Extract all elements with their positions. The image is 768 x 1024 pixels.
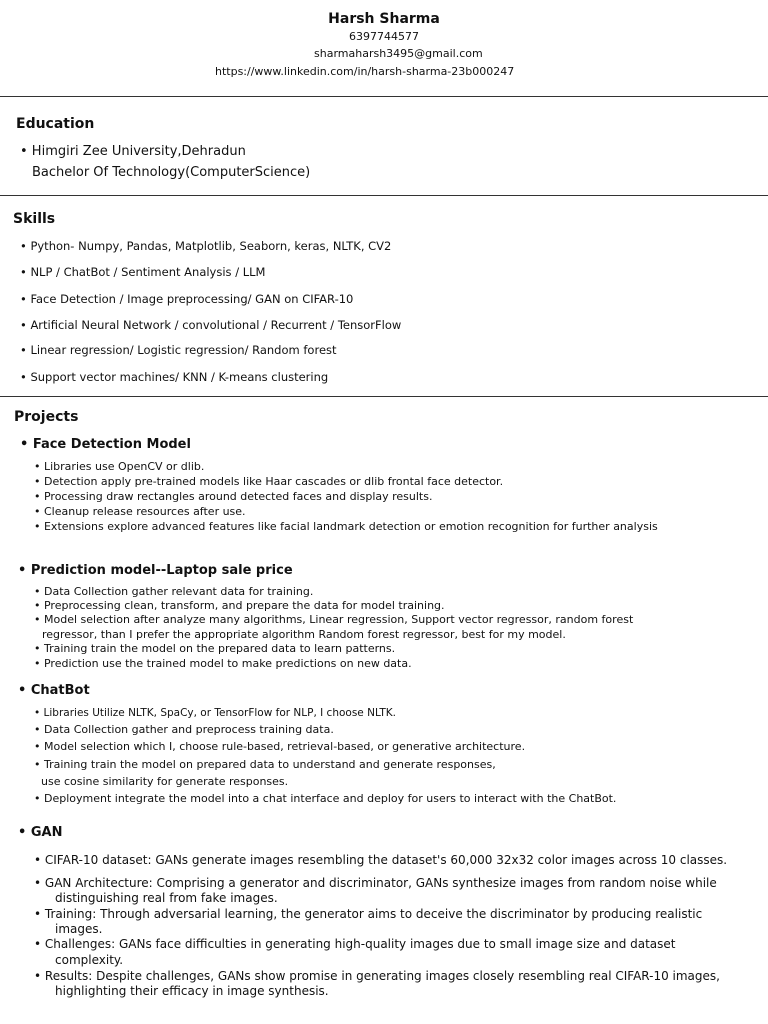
skills-heading: Skills — [13, 211, 56, 227]
project-detail-line: complexity. — [55, 953, 124, 967]
project-detail-line: • Training train the model on the prepared data to learn patterns. — [34, 642, 396, 655]
project-detail-line: distinguishing real from fake images. — [55, 891, 278, 905]
project-detail-line: • Extensions explore advanced features like facial landmark detection or emotion recognition for further analysis — [34, 520, 658, 533]
project-detail-line: • Prediction use the trained model to make predictions on new data. — [34, 657, 412, 670]
project-detail-line: • Training train the model on prepared data to understand and generate responses, — [34, 758, 496, 771]
divider-header — [0, 96, 768, 97]
project-detail-line: • CIFAR-10 dataset: GANs generate images resembling the dataset's 60,000 32x32 color images across 10 classes. — [34, 853, 728, 867]
skill-item: • Face Detection / Image preprocessing/ GAN on CIFAR-10 — [20, 292, 354, 306]
project-detail-line: • Processing draw rectangles around detected faces and display results. — [34, 490, 433, 503]
skill-item: • Linear regression/ Logistic regression/ Random forest — [20, 343, 337, 357]
project-chatbot-title: • ChatBot — [18, 683, 90, 698]
project-detail-line: regressor, than I prefer the appropriate algorithm Random forest regressor, best for my model. — [42, 628, 566, 641]
skill-item: • NLP / ChatBot / Sentiment Analysis / LLM — [20, 265, 266, 279]
skill-item: • Python- Numpy, Pandas, Matplotlib, Seaborn, keras, NLTK, CV2 — [20, 239, 392, 253]
project-detail-line: • Preprocessing clean, transform, and prepare the data for model training. — [34, 599, 445, 612]
email-address: sharmaharsh3495@gmail.com — [314, 47, 483, 60]
linkedin-url: https://www.linkedin.com/in/harsh-sharma-23b000247 — [215, 65, 515, 78]
education-heading: Education — [16, 116, 95, 132]
project-laptop-price-title: • Prediction model--Laptop sale price — [18, 563, 293, 578]
project-detail-line: • Results: Despite challenges, GANs show promise in generating images closely resembling real CIFAR-10 images, — [34, 969, 720, 983]
project-detail-line: • Training: Through adversarial learning, the generator aims to deceive the discriminator by producing realistic — [34, 907, 703, 921]
candidate-name: Harsh Sharma — [328, 11, 440, 27]
divider-education — [0, 195, 768, 196]
skill-item: • Artificial Neural Network / convolutional / Recurrent / TensorFlow — [20, 318, 402, 332]
divider-skills — [0, 396, 768, 397]
project-detail-line: highlighting their efficacy in image synthesis. — [55, 984, 329, 998]
project-face-detection-title: • Face Detection Model — [20, 437, 191, 452]
project-detail-line: • Cleanup release resources after use. — [34, 505, 246, 518]
project-detail-line: • Model selection which I, choose rule-based, retrieval-based, or generative architecture. — [34, 740, 526, 753]
project-gan-title: • GAN — [18, 825, 63, 840]
skill-item: • Support vector machines/ KNN / K-means clustering — [20, 370, 329, 384]
project-detail-line: • Model selection after analyze many algorithms, Linear regression, Support vector regressor, random forest — [34, 613, 634, 626]
project-detail-line: use cosine similarity for generate responses. — [41, 775, 289, 788]
project-detail-line: • Detection apply pre-trained models like Haar cascades or dlib frontal face detector. — [34, 475, 504, 488]
project-detail-line: • Deployment integrate the model into a chat interface and deploy for users to interact with the ChatBot. — [34, 792, 617, 805]
project-detail-line: • GAN Architecture: Comprising a generator and discriminator, GANs synthesize images from random noise while — [34, 876, 717, 890]
education-institution: • Himgiri Zee University,Dehradun — [20, 144, 246, 159]
projects-heading: Projects — [14, 409, 79, 425]
project-detail-line: • Data Collection gather and preprocess training data. — [34, 723, 334, 736]
project-detail-line: images. — [55, 922, 103, 936]
project-detail-line: • Libraries Utilize NLTK, SpaCy, or TensorFlow for NLP, I choose NLTK. — [34, 707, 396, 719]
project-detail-line: • Data Collection gather relevant data for training. — [34, 585, 314, 598]
phone-number: 6397744577 — [349, 30, 419, 43]
project-detail-line: • Challenges: GANs face difficulties in generating high-quality images due to small image size and dataset — [34, 937, 676, 951]
project-detail-line: • Libraries use OpenCV or dlib. — [34, 460, 205, 473]
education-degree: Bachelor Of Technology(ComputerScience) — [32, 165, 311, 180]
